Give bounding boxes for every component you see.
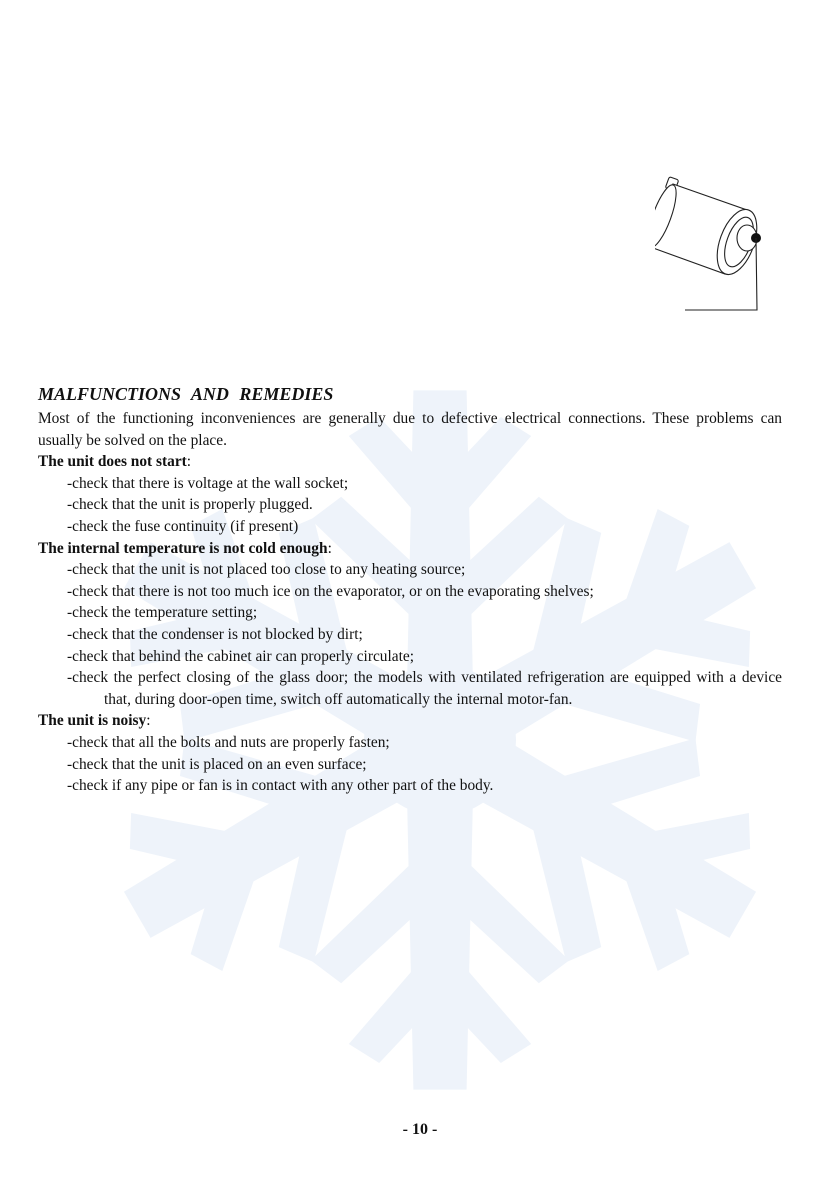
check-item: -check that behind the cabinet air can properly circulate; [67,647,414,665]
title-colon: : [186,453,192,471]
check-item: -check that the unit is placed on an even surface; [67,755,367,773]
group-title: The unit is noisy [38,712,147,730]
check-item: -check that there is voltage at the wall socket; [67,474,349,492]
check-list [38,559,782,710]
intro-paragraph: Most of the functioning inconveniences are generally due to defective electrical connections. These problems can usually be solved on the place. [38,410,782,449]
section-heading: MALFUNCTIONS AND REMEDIES [38,384,334,404]
check-item: -check the temperature setting; [67,604,258,622]
check-item: -check that there is not too much ice on the evaporator, or on the evaporating shelves; [67,582,594,600]
title-colon: : [146,712,151,730]
title-colon: : [327,539,332,557]
group-title: The internal temperature is not cold enough [38,539,328,557]
check-item: -check that all the bolts and nuts are properly fasten; [67,733,390,751]
check-item: -check that the unit is not placed too close to any heating source; [67,561,466,579]
check-item: -check the perfect closing of the glass door; the models with ventilated refrigeration are equipped with a device that, during door-open time, switch off automatically the internal motor-fan. [67,669,782,708]
troubleshoot-group-noisy [38,710,782,796]
check-list [38,473,782,538]
check-list [38,732,782,797]
page-number: - 10 - [402,1121,438,1138]
troubleshoot-group-not-cold [38,538,782,711]
group-title: The unit does not start [38,453,187,471]
check-item: -check that the unit is properly plugged. [67,496,313,514]
check-item: -check that the condenser is not blocked by dirt; [67,625,363,643]
starter-component-diagram [655,170,775,320]
check-item: -check the fuse continuity (if present) [67,517,299,535]
malfunctions-section [38,382,782,797]
troubleshoot-group-not-start [38,451,782,537]
check-item: -check if any pipe or fan is in contact with any other part of the body. [67,777,494,795]
